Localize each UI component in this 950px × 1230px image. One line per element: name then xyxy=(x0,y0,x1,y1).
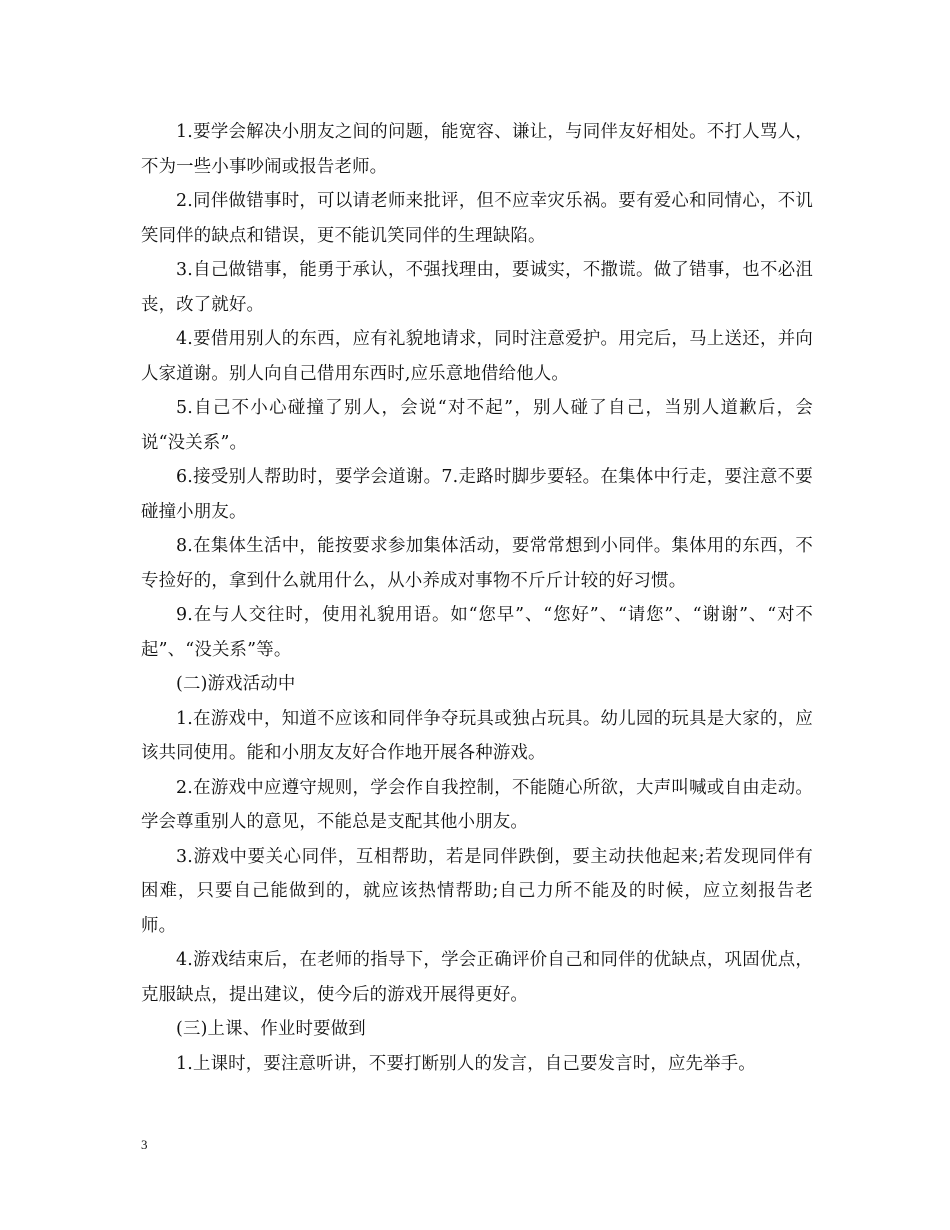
section-heading: (二)游戏活动中 xyxy=(176,674,296,694)
paragraph: 1.在游戏中，知道不应该和同伴争夺玩具或独占玩具。幼儿园的玩具是大家的，应该共同使用。能和小朋友友好合作地开展各种游戏。 xyxy=(141,708,813,763)
paragraph: 1.上课时，要注意听讲，不要打断别人的发言，自己要发言时，应先举手。 xyxy=(176,1053,756,1074)
paragraph: 6.接受别人帮助时，要学会道谢。7.走路时脚步要轻。在集体中行走，要注意不要碰撞小朋友。 xyxy=(141,467,813,522)
document-body xyxy=(141,115,813,1081)
paragraph: 1.要学会解决小朋友之间的问题，能宽容、谦让，与同伴友好相处。不打人骂人，不为一些小事吵闹或报告老师。 xyxy=(141,122,813,177)
page-number: 3 xyxy=(141,1137,148,1152)
paragraph: 2.同伴做错事时，可以请老师来批评，但不应幸灾乐祸。要有爱心和同情心，不讥笑同伴的缺点和错误，更不能讥笑同伴的生理缺陷。 xyxy=(141,191,813,246)
paragraph: 3.游戏中要关心同伴，互相帮助，若是同伴跌倒，要主动扶他起来;若发现同伴有困难，只要自己能做到的，就应该热情帮助;自己力所不能及的时候，应立刻报告老师。 xyxy=(141,846,813,936)
paragraph: 3.自己做错事，能勇于承认，不强找理由，要诚实，不撒谎。做了错事，也不必沮丧，改了就好。 xyxy=(141,260,813,315)
paragraph: 4.游戏结束后，在老师的指导下，学会正确评价自己和同伴的优缺点，巩固优点，克服缺点，提出建议，使今后的游戏开展得更好。 xyxy=(141,950,813,1005)
paragraph: 4.要借用别人的东西，应有礼貌地请求，同时注意爱护。用完后，马上送还，并向人家道谢。别人向自己借用东西时,应乐意地借给他人。 xyxy=(141,329,813,384)
section-heading: (三)上课、作业时要做到 xyxy=(176,1019,366,1039)
paragraph: 5.自己不小心碰撞了别人，会说“对不起”，别人碰了自己，当别人道歉后，会说“没关系”。 xyxy=(141,398,813,453)
paragraph: 2.在游戏中应遵守规则，学会作自我控制，不能随心所欲，大声叫喊或自由走动。学会尊重别人的意见，不能总是支配其他小朋友。 xyxy=(141,777,813,832)
paragraph: 9.在与人交往时，使用礼貌用语。如“您早”、“您好”、“请您”、“谢谢”、“对不起”、“没关系”等。 xyxy=(141,605,813,660)
paragraph: 8.在集体生活中，能按要求参加集体活动，要常常想到小同伴。集体用的东西，不专捡好的，拿到什么就用什么，从小养成对事物不斤斤计较的好习惯。 xyxy=(141,536,813,591)
